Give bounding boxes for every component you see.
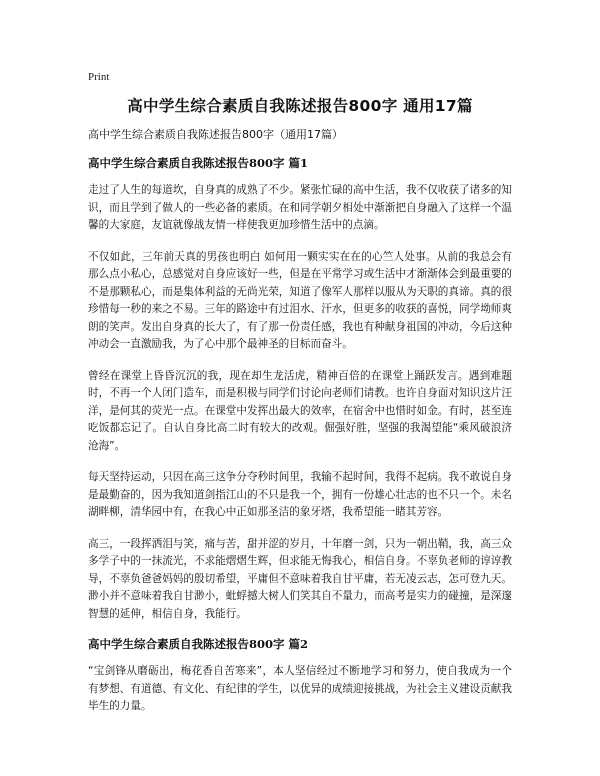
section-heading-1: 高中学生综合素质自我陈述报告800字 篇1 [88,156,309,170]
document-subtitle: 高中学生综合素质自我陈述报告800字（通用17篇） [88,128,343,141]
paragraph: 每天坚持运动，只因在高三这争分夺秒时间里，我输不起时间，我得不起病。我不敢说自身是最勤奋的，因为我知道剑指江山的不只是我一个，拥有一份雄心壮志的也不只一个。未名湖畔柳，清华园中有，在我心中正如那圣洁的象牙塔，我希望能一睹其芳容。 [88,471,512,518]
paragraph: 不仅如此，三年前天真的男孩也明白 如何用一颗实实在在的心竺人处事。从前的我总会有那么点小私心，总感觉对自身应该好一些，但是在平常学习或生活中才渐渐体会到最重要的不是那颗私心，而是集体利益的无尚光荣，知道了像军人那样以服从为天职的真谛。真的很珍惜每一秒的来之不易。三年的路途中有过泪水、汗水，但更多的收获的喜悦，同学坳师爽朗的笑声。发出自身真的长大了，有了那一份责任感，我也有种献身祖国的冲动，今后这种冲动会一直激励我，为了心中那个最神圣的目标而奋斗。 [88,250,512,350]
paragraph: “宝剑锋从磨砺出，梅花香自苦寒来”，本人坚信经过不断地学习和努力，使自我成为一个有梦想、有道德、有文化、有纪律的学生，以优异的成绩迎接挑战，为社会主义建设贡献我毕生的力量。 [88,665,512,712]
paragraph: 走过了人生的每道坎，自身真的成熟了不少。紧张忙碌的高中生活，我不仅收获了诸多的知识，而且学到了做人的一些必备的素质。在和同学朝夕相处中渐渐把自身融入了这样一个温馨的大家庭，友谊就像战友情一样使我更加珍惜生活中的点滴。 [88,184,512,231]
paragraph: 曾经在课堂上昏昏沉沉的我，现在却生龙活虎，精神百倍的在课堂上踊跃发言。遇到难题时，不再一个人闭门造车，而是积极与同学们讨论向老师们请教。也许自身面对知识这片汪洋，是何其的荧光一点。在课堂中发挥出最大的效率，在宿舍中也惜时如金。有时，甚至连吃饭都忘记了。自认自身比高二时有较大的改观。倔强好胜，坚强的我渴望能“乘风破浪济沧海”。 [88,369,512,452]
paragraph: 高三，一段挥洒泪与笑，痛与苦，甜并涩的岁月，十年磨一剑，只为一朝出鞘，我，高三众多学子中的一抹流光，不求能熠熠生辉，但求能无悔我心，相信自身。不辜负老师的谆谆教导，不辜负爸爸妈妈的殷切希望，平庸但不意味着我自甘平庸，若无凌云志，怎可登九天。渺小并不意味着我自甘渺小，蚍蜉撼大树人们笑其自不量力，而高考是实力的碰撞，是深邃智慧的延伸，相信自身，我能行。 [88,537,512,620]
print-link[interactable]: Print [88,71,110,83]
section-heading-2: 高中学生综合素质自我陈述报告800字 篇2 [88,637,309,651]
document-title: 高中学生综合素质自我陈述报告800字 通用17篇 [127,97,473,115]
